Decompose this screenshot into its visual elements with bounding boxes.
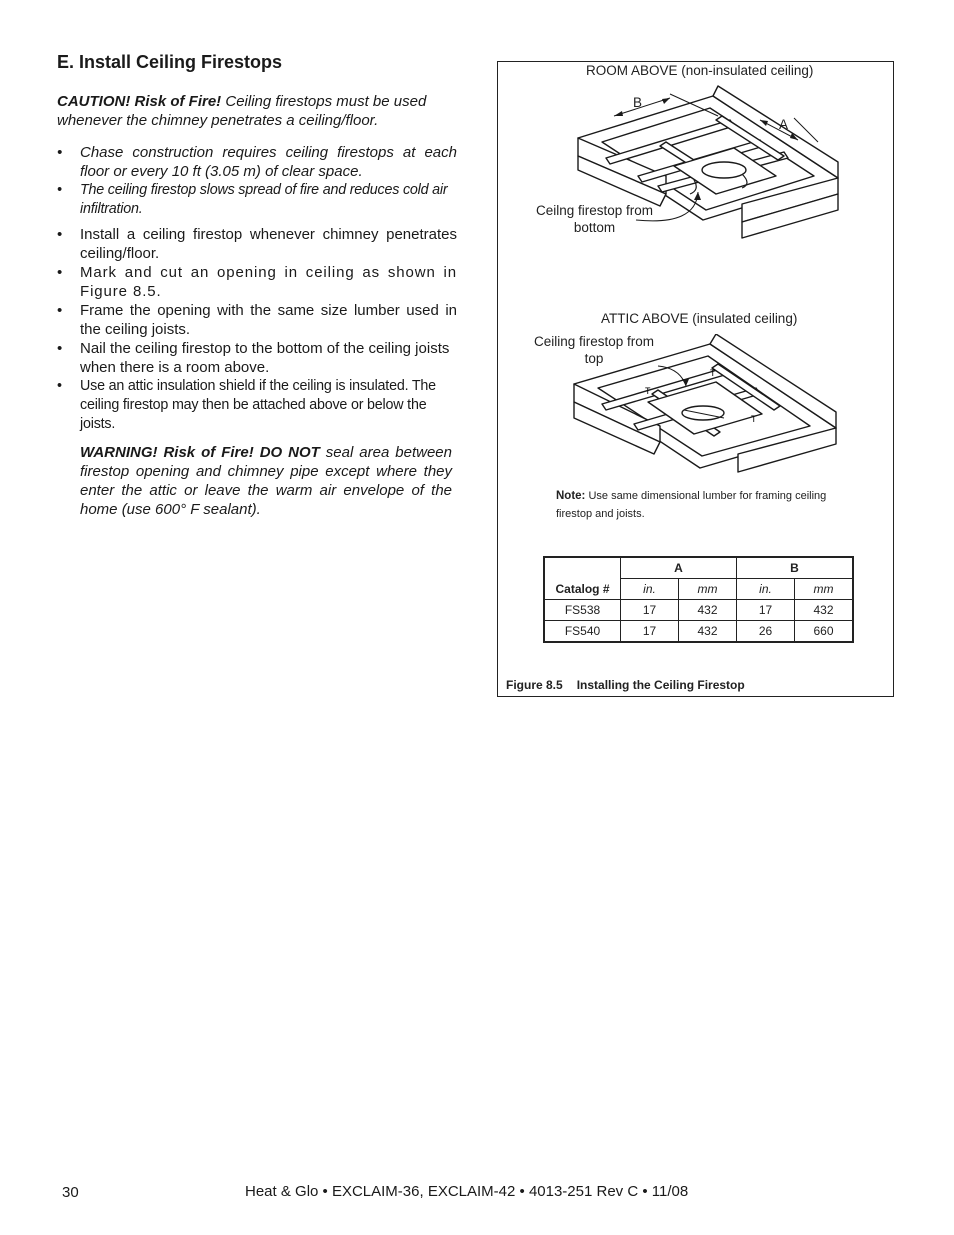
caution-text: Ceiling firestops must be used whenever the chimney penetrates a ceiling/floor.	[57, 93, 427, 129]
unit-cell: mm	[795, 579, 854, 600]
table-cell: 660	[795, 621, 854, 643]
table-cell: FS538	[544, 600, 621, 621]
caution-paragraph	[57, 92, 457, 130]
svg-text:T: T	[645, 386, 651, 396]
warning-text: seal area between firestop opening and chimney pipe except where they enter the attic or leave the warm air envelope of the home (use 600° F sealant).	[80, 444, 452, 518]
table-cell: FS540	[544, 621, 621, 643]
caption-number: Figure 8.5	[506, 678, 563, 692]
table-header-row	[544, 557, 853, 579]
document-info: Heat & Glo • EXCLAIM-36, EXCLAIM-42 • 4013-251 Rev C • 11/08	[245, 1183, 689, 1200]
caution-label: CAUTION! Risk of Fire!	[57, 93, 222, 110]
column-b-header: B	[737, 557, 854, 579]
list-item: • Nail the ceiling firestop to the bottom of the ceiling joists when there is a room above.	[57, 339, 457, 377]
table-row	[544, 600, 853, 621]
list-item: • The ceiling firestop slows spread of fire and reduces cold air infiltration.	[57, 181, 457, 219]
table-row	[544, 621, 853, 643]
dimension-a-label: A	[779, 117, 789, 132]
svg-text:T: T	[751, 414, 757, 424]
unit-cell: mm	[679, 579, 737, 600]
note-text: Use same dimensional lumber for framing ceiling firestop and joists.	[556, 490, 827, 520]
unit-cell: in.	[621, 579, 679, 600]
catalog-header: Catalog #	[555, 582, 610, 596]
list-item: • Mark and cut an opening in ceiling as shown in Figure 8.5.	[57, 263, 457, 301]
table-cell: 17	[621, 600, 679, 621]
table-cell: 432	[679, 600, 737, 621]
list-item: • Frame the opening with the same size lumber used in the ceiling joists.	[57, 301, 457, 339]
list-item: • Install a ceiling firestop whenever chimney penetrates ceiling/floor.	[57, 225, 457, 263]
table-cell: 17	[737, 600, 795, 621]
table-cell: 26	[737, 621, 795, 643]
firestop-bottom-label-line2: bottom	[573, 220, 616, 235]
section-heading: E. Install Ceiling Firestops	[57, 52, 283, 72]
caption-title: Installing the Ceiling Firestop	[576, 678, 745, 692]
unit-cell: in.	[737, 579, 795, 600]
instruction-list	[57, 143, 457, 434]
room-above-label: ROOM ABOVE (non-insulated ceiling)	[586, 63, 814, 78]
firestop-top-diagram	[498, 334, 895, 474]
firestop-top-label-line2: top	[584, 351, 604, 366]
table-cell: 432	[795, 600, 854, 621]
firestop-dimension-table	[543, 556, 854, 643]
dimension-b-label: B	[633, 95, 643, 110]
figure-caption	[506, 678, 745, 692]
page-number: 30	[62, 1184, 79, 1201]
firestop-bottom-label-line1: Ceilng firestop from	[536, 203, 654, 218]
svg-text:T: T	[710, 368, 716, 378]
warning-label: WARNING! Risk of Fire! DO NOT	[80, 444, 320, 461]
list-item: • Use an attic insulation shield if the ceiling is insulated. The ceiling firestop may then be attached above or below the joists.	[57, 377, 457, 434]
list-item: • Chase construction requires ceiling firestops at each floor or every 10 ft (3.05 m) of clear space.	[57, 143, 457, 181]
table-cell: 17	[621, 621, 679, 643]
table-cell: 432	[679, 621, 737, 643]
attic-above-label: ATTIC ABOVE (insulated ceiling)	[601, 311, 798, 326]
figure-8-5	[497, 61, 894, 697]
note-label: Note:	[556, 490, 586, 502]
figure-note	[556, 487, 856, 523]
column-a-header: A	[621, 557, 737, 579]
firestop-bottom-label	[536, 202, 653, 236]
firestop-top-label-line1: Ceiling firestop from	[534, 334, 655, 349]
warning-paragraph	[80, 443, 452, 519]
